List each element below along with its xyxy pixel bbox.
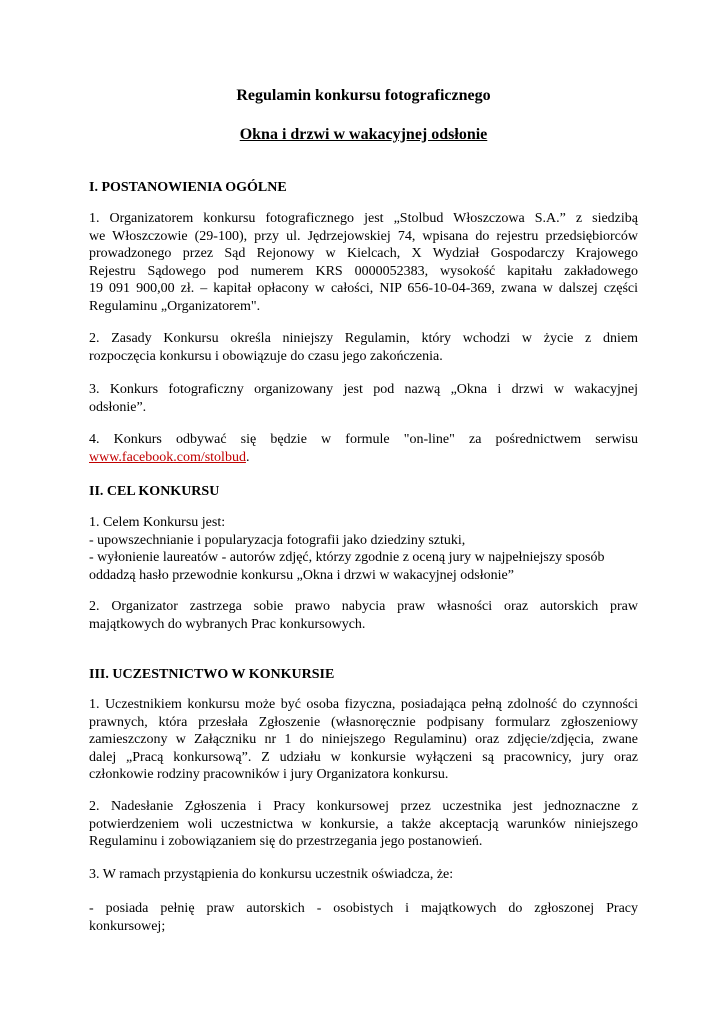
text-line: majątkowych do wybranych Prac konkursowych.	[89, 616, 366, 632]
paragraph-online	[89, 431, 638, 466]
paragraph-copyright	[89, 900, 638, 935]
text-line: - wyłonienie laureatów - autorów zdjęć, którzy zgodnie z oceną jury w najpełniejszy sposób	[89, 550, 605, 565]
section-heading-general-provisions: I. POSTANOWIENIA OGÓLNE	[89, 180, 287, 195]
text-line: dalej „Pracą konkursową”. Z udziału w konkursie wyłączeni są pracownicy, jury oraz	[89, 749, 638, 765]
paragraph-participant	[89, 696, 638, 784]
text-line: 2. Zasady Konkursu określa niniejszy Regulamin, który wchodzi w życie z dniem	[89, 331, 638, 346]
text-line: 3. Konkurs fotograficzny organizowany jest pod nazwą „Okna i drzwi w wakacyjnej	[89, 382, 638, 397]
text-line: 1. Uczestnikiem konkursu może być osoba fizyczna, posiadająca pełną zdolność do czynności	[89, 697, 638, 712]
text-line: rozpoczęcia konkursu i obowiązuje do czasu jego zakończenia.	[89, 348, 443, 364]
paragraph-submission	[89, 798, 638, 851]
text-line: Regulaminu i zobowiązaniem się do przestrzegania jego postanowień.	[89, 834, 483, 849]
text-line: 2. Nadesłanie Zgłoszenia i Pracy konkursowej przez uczestnika jest jednoznaczne z	[89, 799, 638, 814]
facebook-link[interactable]: www.facebook.com/stolbud	[89, 449, 246, 465]
text-line: 1. Celem Konkursu jest:	[89, 515, 226, 530]
text-line: 1. Organizatorem konkursu fotograficznego jest „Stolbud Włoszczowa S.A.” z siedzibą	[89, 211, 638, 226]
text-line: odsłonie”.	[89, 399, 147, 415]
text-line: - posiada pełnię praw autorskich - osobistych i majątkowych do zgłoszonej Pracy	[89, 901, 638, 916]
text-line: zamieszczony w Załączniku nr 1 do niniejszego Regulaminu) oraz zdjęcie/zdjęcia, zwane	[89, 732, 638, 747]
document-subtitle: Okna i drzwi w wakacyjnej odsłonie	[239, 126, 488, 143]
text-line: członkowie rodziny pracowników i jury Organizatora konkursu.	[89, 767, 449, 782]
text-line: oddadzą hasło przewodnie konkursu „Okna i drzwi w wakacyjnej odsłonie”	[89, 567, 514, 583]
paragraph-rights	[89, 598, 638, 633]
text-line: 4. Konkurs odbywać się będzie w formule "on-line" za pośrednictwem serwisu	[89, 432, 638, 447]
section-heading-goal: II. CEL KONKURSU	[89, 484, 220, 499]
paragraph-contest-name	[89, 381, 638, 416]
text-line: prawnych, która przesłała Zgłoszenie (własnoręcznie podpisany formularz zgłoszeniowy	[89, 714, 638, 730]
text-fragment: .	[245, 449, 250, 465]
paragraph-declaration	[89, 866, 638, 884]
text-line: prowadzonego przez Sąd Rejonowy w Kielcach, X Wydział Gospodarczy Krajowego	[89, 246, 638, 261]
paragraph-organizer	[89, 210, 638, 315]
text-line: 19 091 900,00 zł. – kapitał opłacony w całości, NIP 656-10-04-369, zwana w dalszej części	[89, 281, 638, 296]
text-line: potwierdzeniem woli uczestnictwa w konkursie, a także akceptacją warunków niniejszego	[89, 816, 638, 832]
paragraph-goal	[89, 514, 638, 584]
paragraph-rules	[89, 330, 638, 365]
text-line: konkursowej;	[89, 918, 166, 934]
document-title: Regulamin konkursu fotograficznego	[236, 87, 491, 104]
text-line: - upowszechnianie i popularyzacja fotografii jako dziedziny sztuki,	[89, 532, 466, 548]
section-heading-participation: III. UCZESTNICTWO W KONKURSIE	[89, 667, 335, 682]
text-line: 3. W ramach przystąpienia do konkursu uczestnik oświadcza, że:	[89, 867, 454, 882]
text-line: Regulaminu „Organizatorem".	[89, 298, 261, 314]
text-line: 2. Organizator zastrzega sobie prawo nabycia praw własności oraz autorskich praw	[89, 599, 638, 614]
text-line: Rejestru Sądowego pod numerem KRS 0000052383, wysokość kapitału zakładowego	[89, 263, 638, 279]
text-line: we Włoszczowie (29-100), przy ul. Jędrzejowskiej 74, wpisana do rejestru przedsiębiorców	[89, 228, 638, 244]
text-line	[89, 449, 638, 467]
